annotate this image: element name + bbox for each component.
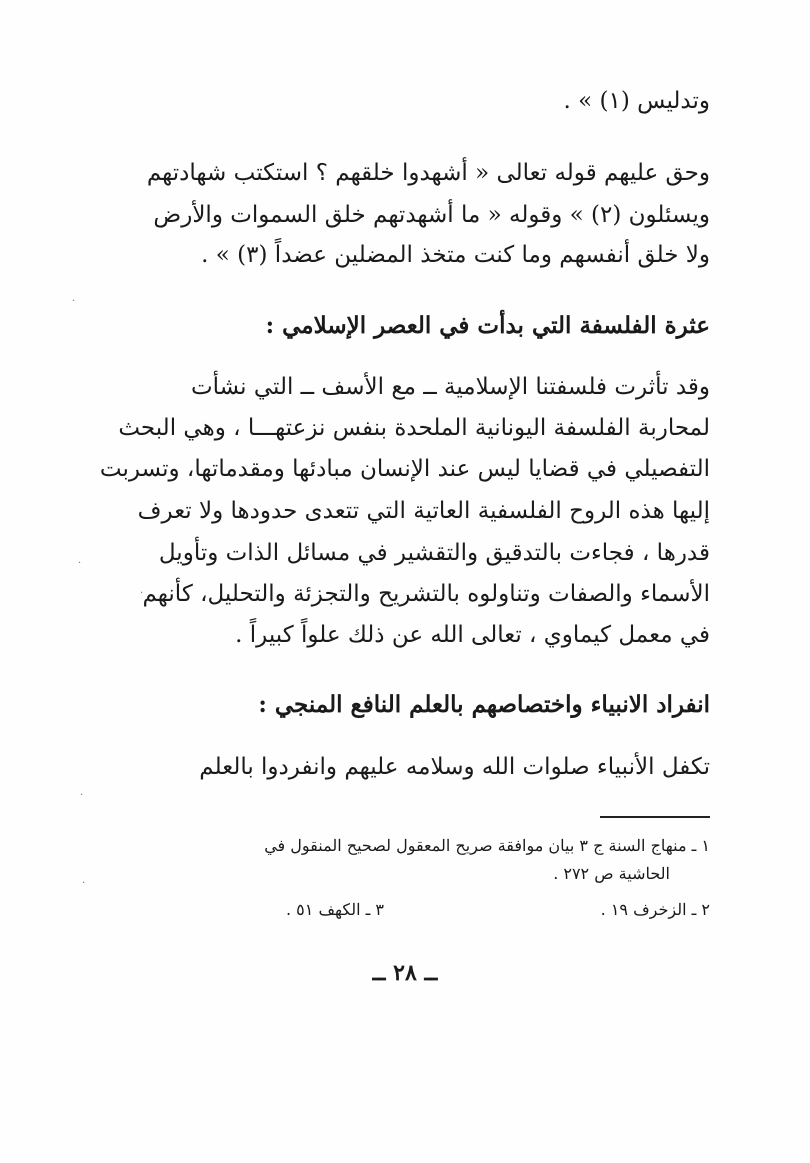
- text-line: وتدليس (١) » .: [563, 88, 710, 114]
- text-line: ولا خلق أنفسهم وما كنت متخذ المضلين عضداً (٣) » .: [201, 242, 710, 268]
- text-line: التفصيلي في قضايا ليس عند الإنسان مبادئها ومقدماتها، وتسربت: [99, 456, 710, 482]
- scan-speck: ·: [80, 790, 84, 801]
- text-line: قدرها ، فجاءت بالتدقيق والتقشير في مسائل الذات وتأويل: [158, 540, 710, 566]
- text-line: إليها هذه الروح الفلسفية العاتية التي تتعدى حدودها ولا تعرف: [137, 498, 710, 524]
- footnote: ٣ ـ الكهف ٥١ .: [286, 900, 384, 919]
- text-line: وحق عليهم قوله تعالى « أشهدوا خلقهم ؟ استكتب شهادتهم: [146, 160, 710, 186]
- scan-speck: ·: [140, 588, 144, 599]
- scan-speck: ·: [82, 878, 86, 889]
- text-line: ويسئلون (٢) » وقوله « ما أشهدتهم خلق السموات والأرض: [153, 202, 710, 228]
- scan-speck: ·: [78, 558, 82, 569]
- text-line: الأسماء والصفات وتناولوه بالتشريح والتجزئة والتحليل، كأنهم: [142, 581, 710, 607]
- footnote: ٢ ـ الزخرف ١٩ .: [600, 900, 710, 919]
- section-heading: انفراد الانبياء واختصاصهم بالعلم النافع المنجي :: [258, 691, 710, 718]
- page-number: ــ ٢٨ ــ: [372, 960, 438, 986]
- text-line: لمحاربة الفلسفة اليونانية الملحدة بنفس نزعتهـــا ، وهي البحث: [118, 415, 710, 441]
- text-line: وقد تأثرت فلسفتنا الإسلامية ــ مع الأسف ــ التي نشأت: [190, 374, 710, 400]
- section-heading: عثرة الفلسفة التي بدأت في العصر الإسلامي :: [265, 312, 710, 339]
- text-line: في معمل كيماوي ، تعالى الله عن ذلك علواً كبيراً .: [235, 622, 710, 648]
- footnote-separator: [600, 816, 710, 818]
- scan-speck: ·: [72, 296, 76, 307]
- text-line: تكفل الأنبياء صلوات الله وسلامه عليهم وانفردوا بالعلم: [199, 754, 710, 780]
- footnote: الحاشية ص ٢٧٢ .: [553, 864, 670, 883]
- footnote: ١ ـ منهاج السنة ج ٣ بيان موافقة صريح المعقول لصحيح المنقول في: [264, 836, 710, 855]
